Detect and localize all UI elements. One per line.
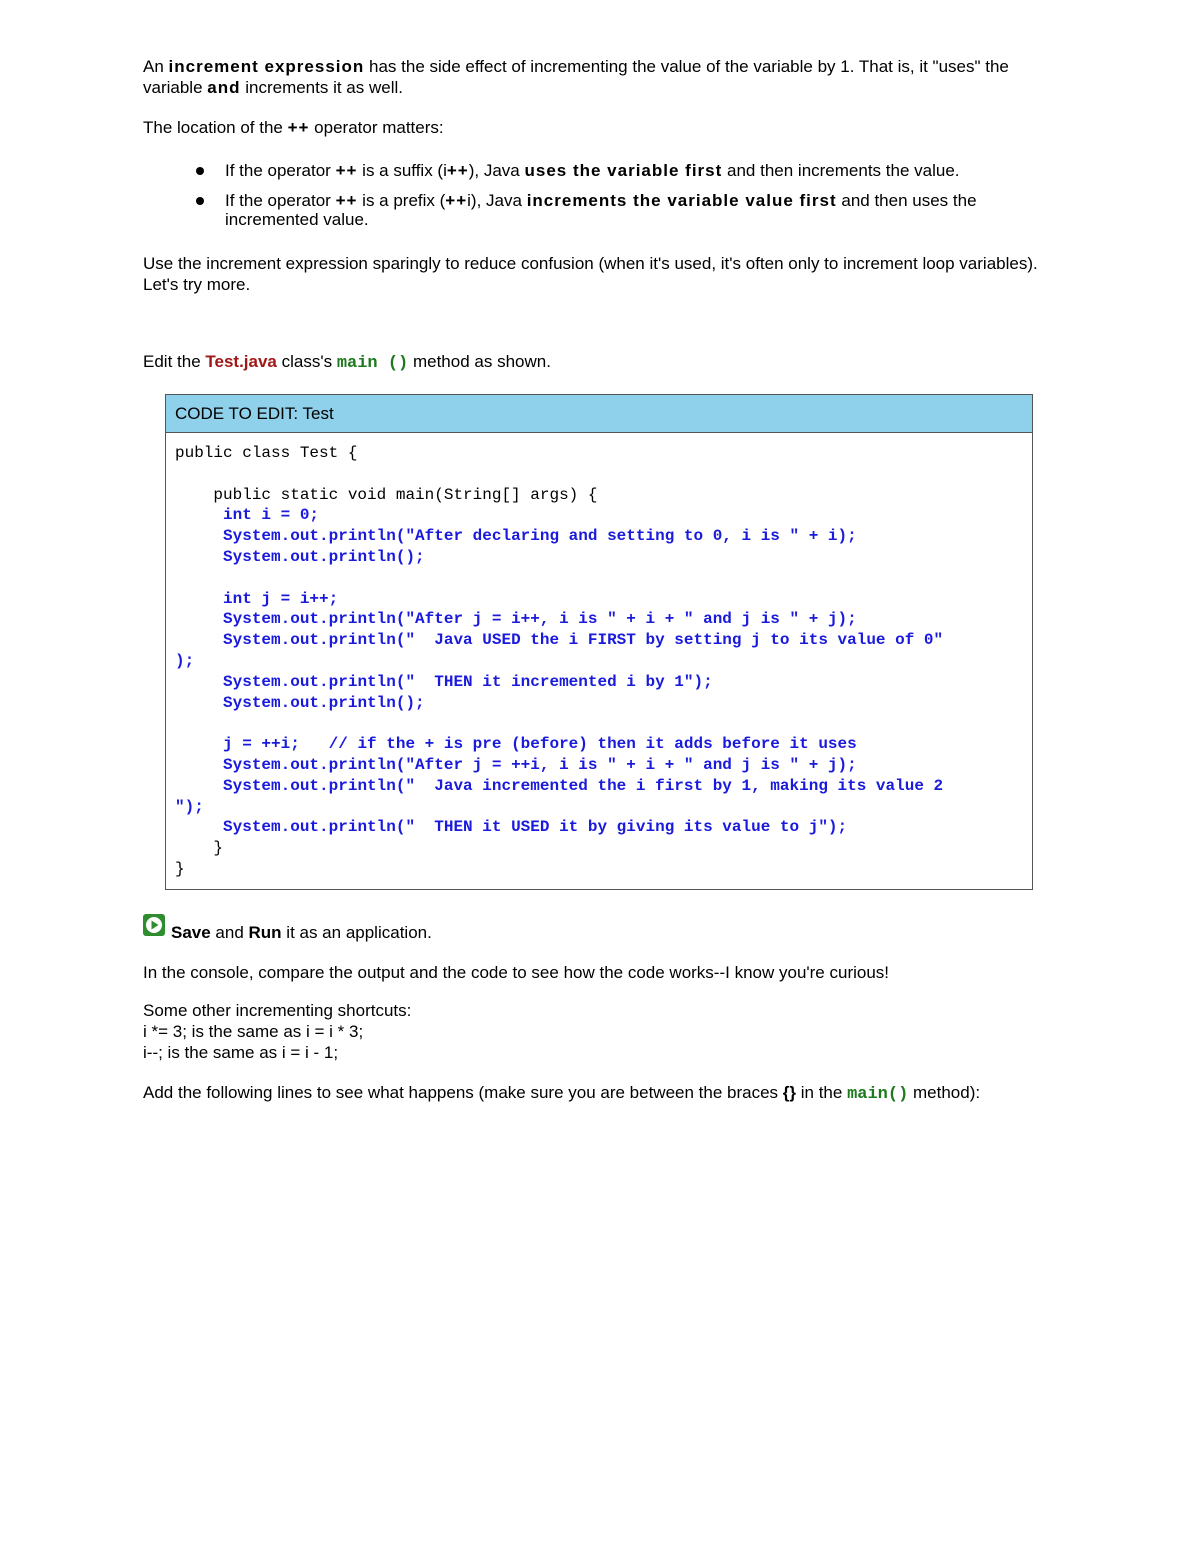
code-added: System.out.println(" Java USED the i FIRST by setting j to its value of 0" xyxy=(223,631,944,650)
code-line xyxy=(175,798,204,816)
sparingly-paragraph: Use the increment expression sparingly to reduce confusion (when it's used, it's often only to increment loop variables). Let's try more. xyxy=(143,254,1038,294)
code-plain xyxy=(175,673,223,691)
code-line xyxy=(175,694,425,712)
code-added: System.out.println("After j = i++, i is " + i + " and j is " + j); xyxy=(223,610,857,629)
code-line xyxy=(175,673,713,691)
save-label: Save xyxy=(171,923,211,942)
text: If the operator xyxy=(225,191,336,210)
code-added: System.out.println(" THEN it USED it by giving its value to j"); xyxy=(223,818,848,837)
code-added: int i = 0; xyxy=(223,506,320,525)
code-line xyxy=(175,818,847,836)
bold-term: and xyxy=(207,78,241,97)
code-added: System.out.println(" THEN it incremented i by 1"); xyxy=(223,672,713,691)
code-line xyxy=(175,631,943,649)
file-name: Test.java xyxy=(205,352,277,371)
text: in the xyxy=(796,1083,848,1102)
code-block[interactable] xyxy=(166,433,1032,880)
list-item xyxy=(143,191,1055,229)
text: is a suffix (i xyxy=(357,161,447,180)
bold-term: uses the variable first xyxy=(524,161,723,180)
operator-location-paragraph xyxy=(143,117,444,138)
code-line xyxy=(175,839,223,857)
text: Add the following lines to see what happens (make sure you are between the braces xyxy=(143,1083,783,1102)
console-compare-paragraph: In the console, compare the output and the code to see how the code works--I know you're curious! xyxy=(143,963,890,982)
text: method as shown. xyxy=(408,352,551,371)
text: method): xyxy=(908,1083,981,1102)
code-box-header: CODE TO EDIT: Test xyxy=(166,395,1032,433)
text: and then uses the incremented value. xyxy=(225,191,977,229)
text: Edit the xyxy=(143,352,206,371)
code-line xyxy=(175,486,597,504)
code-plain xyxy=(175,506,223,524)
code-added: System.out.println("After declaring and setting to 0, i is " + i); xyxy=(223,527,857,546)
code-plain xyxy=(175,756,223,774)
code-plain: } xyxy=(175,839,224,858)
shortcuts-paragraph xyxy=(143,1000,411,1063)
code-to-edit-box xyxy=(165,394,1033,890)
code-added: ); xyxy=(175,651,195,670)
code-plain xyxy=(175,610,223,628)
code-line xyxy=(175,590,338,608)
code-plain: public static void main(String[] args) { xyxy=(175,485,598,504)
text: Some other incrementing shortcuts: xyxy=(143,1001,412,1020)
text: i *= 3; is the same as i = i * 3; xyxy=(143,1022,364,1041)
code-added: System.out.println("After j = ++i, i is " + i + " and j is " + j); xyxy=(223,755,857,774)
bold-term: ++ xyxy=(335,161,358,180)
code-plain xyxy=(175,777,223,795)
bullet-icon xyxy=(196,167,204,175)
save-run-paragraph xyxy=(171,922,432,943)
bold-term: increment expression xyxy=(168,57,365,76)
bold-term: {} xyxy=(782,1083,797,1102)
code-added: System.out.println(" Java incremented the i first by 1, making its value 2 xyxy=(223,776,944,795)
code-plain xyxy=(175,631,223,649)
text: and xyxy=(210,923,249,942)
text: i--; is the same as i = i - 1; xyxy=(143,1043,339,1062)
text: operator matters: xyxy=(309,118,444,137)
code-plain xyxy=(175,694,223,712)
code-plain xyxy=(175,548,223,566)
text: The location of the xyxy=(143,118,288,137)
text: increments it as well. xyxy=(240,78,403,97)
code-plain xyxy=(175,818,223,836)
code-line xyxy=(175,506,319,524)
code-plain: public class Test { xyxy=(175,444,358,462)
bullet-icon xyxy=(196,197,204,205)
code-added: "); xyxy=(175,797,204,816)
edit-instruction-paragraph xyxy=(143,351,551,374)
increment-intro-paragraph xyxy=(143,56,1055,98)
operator-bullet-list xyxy=(143,161,1055,240)
code-added: System.out.println(); xyxy=(223,547,425,566)
text: it as an application. xyxy=(281,923,432,942)
bold-term: ++ xyxy=(335,191,358,210)
bold-term: ++ xyxy=(445,191,468,210)
code-plain: } xyxy=(175,859,185,878)
code-line xyxy=(175,735,857,753)
code-line xyxy=(175,756,857,774)
text: class's xyxy=(276,352,337,371)
method-name: main () xyxy=(336,354,409,373)
code-plain xyxy=(175,527,223,545)
code-added: j = ++i; // if the + is pre (before) then it adds before it uses xyxy=(223,735,857,754)
bold-term: increments the variable value first xyxy=(526,191,837,210)
add-lines-paragraph xyxy=(143,1082,980,1105)
code-line xyxy=(175,548,425,566)
code-plain xyxy=(175,590,223,608)
bold-term: ++ xyxy=(287,118,310,137)
code-line xyxy=(175,610,857,628)
text: is a prefix ( xyxy=(357,191,446,210)
code-line xyxy=(175,444,357,462)
text: If the operator xyxy=(225,161,336,180)
code-line xyxy=(175,652,194,670)
code-line xyxy=(175,527,857,545)
text: ), Java xyxy=(468,161,525,180)
code-added: System.out.println(); xyxy=(223,693,425,712)
text: An xyxy=(143,57,169,76)
code-plain xyxy=(175,735,223,753)
code-line xyxy=(175,777,943,795)
list-item xyxy=(143,161,1055,180)
run-label: Run xyxy=(248,923,282,942)
text: has the side effect of incrementing the value of the variable by 1. That is, it "uses" the variable xyxy=(143,57,1009,97)
run-play-icon[interactable] xyxy=(143,914,165,936)
code-added: int j = i++; xyxy=(223,589,339,608)
text: i), Java xyxy=(467,191,527,210)
bold-term: ++ xyxy=(446,161,469,180)
code-line xyxy=(175,860,185,878)
text: and then increments the value. xyxy=(722,161,960,180)
method-name: main() xyxy=(847,1085,909,1104)
